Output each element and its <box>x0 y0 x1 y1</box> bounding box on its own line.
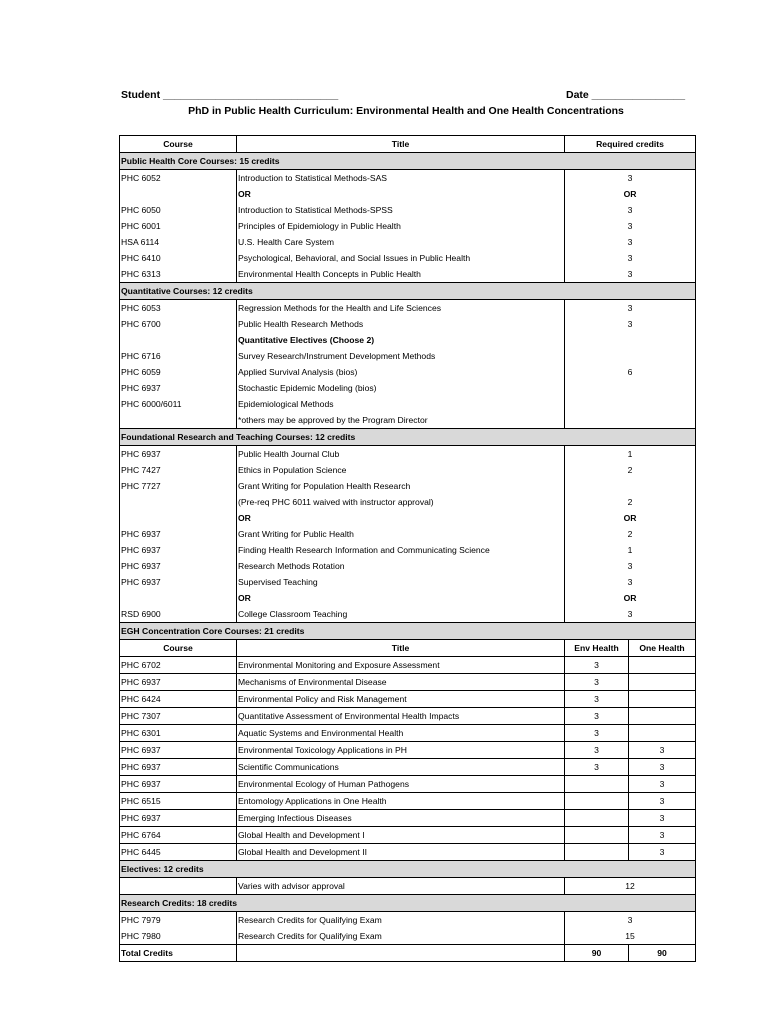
curriculum-table-body <box>120 136 696 962</box>
course-row <box>120 542 696 558</box>
course-code <box>120 494 237 510</box>
course-code: PHC 7427 <box>120 462 237 478</box>
course-credits: 2 <box>565 462 696 478</box>
course-credits: 2 <box>565 494 696 510</box>
course-code <box>120 510 237 526</box>
course-credits: 12 <box>565 878 696 895</box>
course-row <box>120 793 696 810</box>
section-header-row <box>120 861 696 878</box>
course-title: Supervised Teaching <box>237 574 565 590</box>
course-credits: 3 <box>565 316 696 332</box>
course-credits: 2 <box>565 526 696 542</box>
course-code: PHC 7979 <box>120 912 237 929</box>
course-title: Research Credits for Qualifying Exam <box>237 928 565 945</box>
course-title: Survey Research/Instrument Development Methods <box>237 348 565 364</box>
table-header-row <box>120 136 696 153</box>
course-title: Quantitative Electives (Choose 2) <box>237 332 565 348</box>
course-title: Research Methods Rotation <box>237 558 565 574</box>
env-health-credits <box>565 793 629 810</box>
course-title: Public Health Journal Club <box>237 446 565 463</box>
course-code: RSD 6900 <box>120 606 237 623</box>
course-title: OR <box>237 510 565 526</box>
course-credits: OR <box>565 510 696 526</box>
course-title: Aquatic Systems and Environmental Health <box>237 725 565 742</box>
course-row <box>120 250 696 266</box>
course-title: U.S. Health Care System <box>237 234 565 250</box>
course-code: PHC 6716 <box>120 348 237 364</box>
course-title: *others may be approved by the Program Director <box>237 412 565 429</box>
course-credits: OR <box>565 186 696 202</box>
env-health-credits: 3 <box>565 742 629 759</box>
course-credits: 3 <box>565 266 696 283</box>
course-title: (Pre-req PHC 6011 waived with instructor approval) <box>237 494 565 510</box>
env-health-credits: 3 <box>565 657 629 674</box>
course-title: Quantitative Assessment of Environmental Health Impacts <box>237 708 565 725</box>
course-row <box>120 810 696 827</box>
course-row <box>120 202 696 218</box>
course-code: PHC 6937 <box>120 526 237 542</box>
total-label: Total Credits <box>120 945 237 962</box>
course-code: PHC 6001 <box>120 218 237 234</box>
course-title: Epidemiological Methods <box>237 396 565 412</box>
one-health-credits: 3 <box>629 742 696 759</box>
course-credits: 3 <box>565 170 696 187</box>
course-code: PHC 6937 <box>120 380 237 396</box>
course-title: Introduction to Statistical Methods-SPSS <box>237 202 565 218</box>
course-row <box>120 462 696 478</box>
course-row <box>120 928 696 945</box>
course-code: PHC 6702 <box>120 657 237 674</box>
course-code: PHC 6764 <box>120 827 237 844</box>
course-code: PHC 6937 <box>120 574 237 590</box>
course-title: Varies with advisor approval <box>237 878 565 895</box>
course-code <box>120 412 237 429</box>
course-title: Research Credits for Qualifying Exam <box>237 912 565 929</box>
header-one-health: One Health <box>629 640 696 657</box>
section-header-row <box>120 153 696 170</box>
course-code: PHC 6937 <box>120 742 237 759</box>
course-title: Global Health and Development I <box>237 827 565 844</box>
course-code: PHC 6937 <box>120 776 237 793</box>
course-code: PHC 6052 <box>120 170 237 187</box>
course-credits: 15 <box>565 928 696 945</box>
course-row <box>120 348 696 364</box>
course-credits <box>565 380 696 396</box>
course-title: Entomology Applications in One Health <box>237 793 565 810</box>
course-code: PHC 6515 <box>120 793 237 810</box>
env-health-credits: 3 <box>565 691 629 708</box>
section-header: Foundational Research and Teaching Courses: 12 credits <box>120 429 696 446</box>
header-title: Title <box>237 136 565 153</box>
section-header-row <box>120 429 696 446</box>
course-row <box>120 494 696 510</box>
course-title: Grant Writing for Public Health <box>237 526 565 542</box>
course-row <box>120 912 696 929</box>
course-title: Mechanisms of Environmental Disease <box>237 674 565 691</box>
header-course: Course <box>120 136 237 153</box>
course-title: Grant Writing for Population Health Research <box>237 478 565 494</box>
section-header: EGH Concentration Core Courses: 21 credits <box>120 623 696 640</box>
section-header: Research Credits: 18 credits <box>120 895 696 912</box>
course-row <box>120 300 696 317</box>
course-title: Public Health Research Methods <box>237 316 565 332</box>
env-health-credits <box>565 810 629 827</box>
course-code: PHC 6050 <box>120 202 237 218</box>
env-health-credits: 3 <box>565 725 629 742</box>
course-credits: 3 <box>565 250 696 266</box>
course-title: Environmental Monitoring and Exposure Assessment <box>237 657 565 674</box>
course-credits: OR <box>565 590 696 606</box>
total-env-health: 90 <box>565 945 629 962</box>
course-credits: 1 <box>565 542 696 558</box>
course-title: Ethics in Population Science <box>237 462 565 478</box>
course-credits: 3 <box>565 300 696 317</box>
one-health-credits: 3 <box>629 810 696 827</box>
course-credits: 3 <box>565 234 696 250</box>
course-code <box>120 332 237 348</box>
course-code: PHC 6937 <box>120 542 237 558</box>
course-code: HSA 6114 <box>120 234 237 250</box>
total-one-health: 90 <box>629 945 696 962</box>
course-credits <box>565 478 696 494</box>
course-title: College Classroom Teaching <box>237 606 565 623</box>
course-title: Introduction to Statistical Methods-SAS <box>237 170 565 187</box>
course-row <box>120 412 696 429</box>
course-code: PHC 6059 <box>120 364 237 380</box>
section-header: Quantitative Courses: 12 credits <box>120 283 696 300</box>
header-env-health: Env Health <box>565 640 629 657</box>
course-row <box>120 316 696 332</box>
course-row <box>120 674 696 691</box>
course-row <box>120 827 696 844</box>
course-title: Environmental Ecology of Human Pathogens <box>237 776 565 793</box>
egh-header-row <box>120 640 696 657</box>
total-title-blank <box>237 945 565 962</box>
header-credits: Required credits <box>565 136 696 153</box>
course-credits: 3 <box>565 606 696 623</box>
env-health-credits <box>565 844 629 861</box>
one-health-credits: 3 <box>629 844 696 861</box>
course-code <box>120 878 237 895</box>
one-health-credits: 3 <box>629 759 696 776</box>
course-title: OR <box>237 186 565 202</box>
course-row <box>120 776 696 793</box>
course-row <box>120 510 696 526</box>
course-code: PHC 7727 <box>120 478 237 494</box>
course-row <box>120 691 696 708</box>
one-health-credits: 3 <box>629 827 696 844</box>
course-credits: 3 <box>565 574 696 590</box>
course-row <box>120 170 696 187</box>
date-line: Date ________________ <box>566 89 686 101</box>
course-row <box>120 725 696 742</box>
one-health-credits <box>629 725 696 742</box>
course-row <box>120 364 696 380</box>
total-row <box>120 945 696 962</box>
course-row <box>120 234 696 250</box>
course-code: PHC 6937 <box>120 446 237 463</box>
course-row <box>120 574 696 590</box>
section-header-row <box>120 895 696 912</box>
env-health-credits <box>565 827 629 844</box>
student-name-line: Student ______________________________ <box>121 89 339 101</box>
header-course: Course <box>120 640 237 657</box>
one-health-credits <box>629 708 696 725</box>
env-health-credits: 3 <box>565 674 629 691</box>
course-title: Finding Health Research Information and Communicating Science <box>237 542 565 558</box>
course-code: PHC 6937 <box>120 759 237 776</box>
course-row <box>120 759 696 776</box>
course-credits: 3 <box>565 558 696 574</box>
course-title: Environmental Toxicology Applications in PH <box>237 742 565 759</box>
course-row <box>120 657 696 674</box>
course-code: PHC 6301 <box>120 725 237 742</box>
env-health-credits <box>565 776 629 793</box>
course-code: PHC 6445 <box>120 844 237 861</box>
section-header-row <box>120 623 696 640</box>
course-credits <box>565 348 696 364</box>
course-code: PHC 7980 <box>120 928 237 945</box>
course-row <box>120 590 696 606</box>
course-row <box>120 380 696 396</box>
course-code: PHC 6000/6011 <box>120 396 237 412</box>
curriculum-table <box>119 135 696 962</box>
course-row <box>120 396 696 412</box>
course-row <box>120 844 696 861</box>
env-health-credits: 3 <box>565 759 629 776</box>
course-title: OR <box>237 590 565 606</box>
course-title: Environmental Health Concepts in Public Health <box>237 266 565 283</box>
course-row <box>120 266 696 283</box>
course-credits: 1 <box>565 446 696 463</box>
course-credits <box>565 332 696 348</box>
course-row <box>120 218 696 234</box>
course-row <box>120 186 696 202</box>
course-code: PHC 6937 <box>120 810 237 827</box>
course-title: Psychological, Behavioral, and Social Issues in Public Health <box>237 250 565 266</box>
course-row <box>120 708 696 725</box>
course-credits: 3 <box>565 218 696 234</box>
env-health-credits: 3 <box>565 708 629 725</box>
course-title: Principles of Epidemiology in Public Health <box>237 218 565 234</box>
one-health-credits: 3 <box>629 776 696 793</box>
course-title: Global Health and Development II <box>237 844 565 861</box>
one-health-credits <box>629 657 696 674</box>
course-row <box>120 878 696 895</box>
course-credits: 3 <box>565 912 696 929</box>
course-row <box>120 558 696 574</box>
course-code <box>120 186 237 202</box>
one-health-credits <box>629 674 696 691</box>
course-row <box>120 446 696 463</box>
course-credits: 6 <box>565 364 696 380</box>
one-health-credits <box>629 691 696 708</box>
one-health-credits: 3 <box>629 793 696 810</box>
document-title: PhD in Public Health Curriculum: Environmental Health and One Health Concentrations <box>188 105 624 117</box>
course-row <box>120 332 696 348</box>
course-code: PHC 6937 <box>120 558 237 574</box>
course-code: PHC 7307 <box>120 708 237 725</box>
course-row <box>120 478 696 494</box>
course-row <box>120 742 696 759</box>
course-title: Applied Survival Analysis (bios) <box>237 364 565 380</box>
course-code <box>120 590 237 606</box>
course-credits: 3 <box>565 202 696 218</box>
section-header: Public Health Core Courses: 15 credits <box>120 153 696 170</box>
section-header: Electives: 12 credits <box>120 861 696 878</box>
course-code: PHC 6937 <box>120 674 237 691</box>
course-code: PHC 6424 <box>120 691 237 708</box>
course-credits <box>565 412 696 429</box>
course-title: Environmental Policy and Risk Management <box>237 691 565 708</box>
course-title: Regression Methods for the Health and Life Sciences <box>237 300 565 317</box>
course-code: PHC 6410 <box>120 250 237 266</box>
course-credits <box>565 396 696 412</box>
course-code: PHC 6700 <box>120 316 237 332</box>
course-code: PHC 6053 <box>120 300 237 317</box>
course-row <box>120 606 696 623</box>
section-header-row <box>120 283 696 300</box>
course-title: Scientific Communications <box>237 759 565 776</box>
course-row <box>120 526 696 542</box>
course-code: PHC 6313 <box>120 266 237 283</box>
header-title: Title <box>237 640 565 657</box>
course-title: Stochastic Epidemic Modeling (bios) <box>237 380 565 396</box>
course-title: Emerging Infectious Diseases <box>237 810 565 827</box>
